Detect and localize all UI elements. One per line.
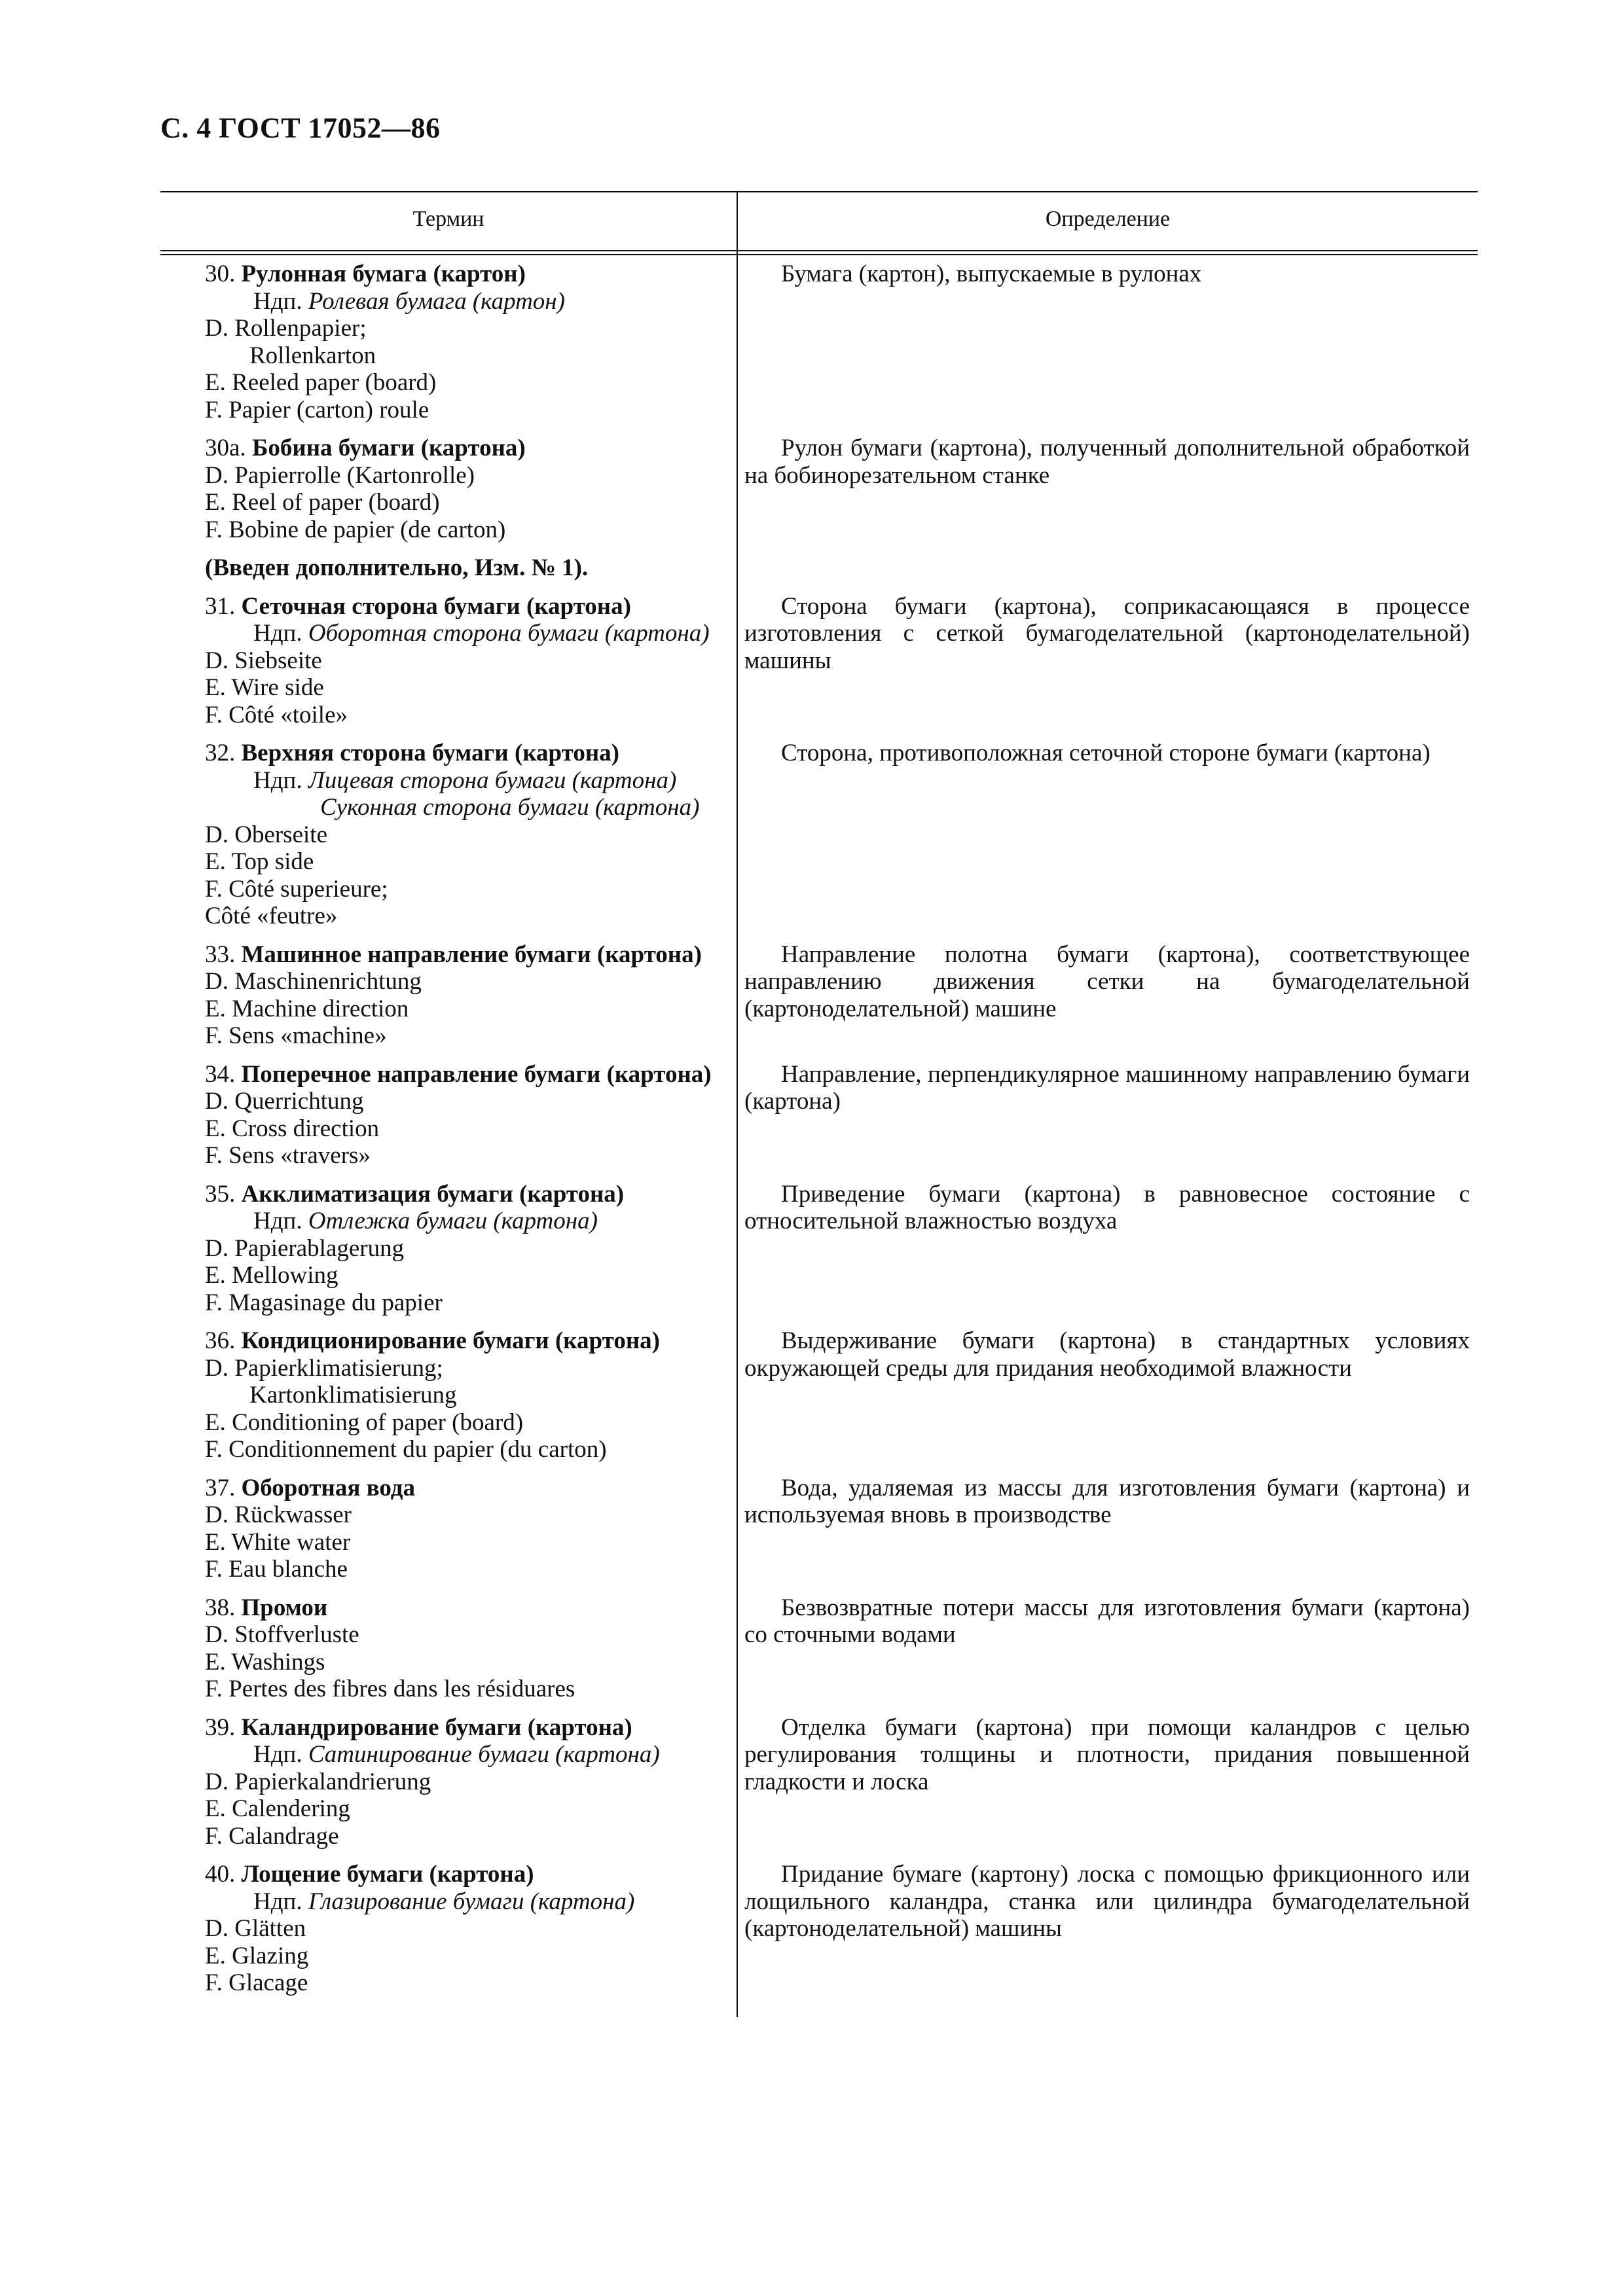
foreign-equivalent: D. Papierablagerung: [205, 1234, 405, 1262]
definition-cell: [730, 1061, 1470, 1170]
foreign-equivalent: F. Sens «travers»: [205, 1142, 371, 1169]
definition-text: Приведение бумаги (картона) в равновесное состояние с относительной влажностью воздуха: [744, 1180, 1470, 1234]
definition-cell: [730, 1861, 1470, 1997]
term-line: [205, 260, 730, 288]
foreign-equivalent: F. Bobine de papier (de carton): [205, 516, 506, 543]
term-cell: [160, 1327, 730, 1463]
term-name: Верхняя сторона бумаги (картона): [241, 740, 619, 766]
table-row: [160, 554, 1478, 582]
term-name: Сеточная сторона бумаги (картона): [241, 592, 631, 620]
deprecated-term-line: [205, 1208, 730, 1235]
term-name: Акклиматизация бумаги (картона): [241, 1180, 625, 1208]
deprecated-term: Сатинирование бумаги (картона): [308, 1741, 660, 1768]
deprecated-term: Глазирование бумаги (картона): [308, 1888, 635, 1915]
term-cell: [160, 1181, 730, 1317]
foreign-equivalent: F. Magasinage du papier: [205, 1289, 443, 1316]
table-body: [160, 260, 1478, 2008]
term-name: Кондиционирование бумаги (картона): [241, 1327, 660, 1354]
deprecated-term-line: [205, 767, 730, 795]
term-name: Промои: [241, 1594, 328, 1621]
deprecated-term-line: [205, 1888, 730, 1916]
term-number: 40.: [205, 1861, 242, 1888]
foreign-equivalent: D. Siebseite: [205, 647, 322, 674]
deprecated-term-line: [205, 794, 730, 821]
term-number: 34.: [205, 1060, 242, 1088]
deprecated-label: Ндп.: [253, 620, 308, 647]
definition-cell: [730, 1594, 1470, 1703]
term-cell: [160, 1594, 730, 1703]
term-cell: [160, 740, 730, 930]
table-row: [160, 1714, 1478, 1850]
term-number: 38.: [205, 1594, 242, 1621]
definition-text: Придание бумаге (картону) лоска с помощью фрикционного или лощильного каландра, станка или цилиндра бумагоделательной (картоноделательной) машины: [744, 1861, 1470, 1942]
foreign-equivalent: E. Top side: [205, 848, 314, 875]
deprecated-label: Ндп.: [253, 766, 308, 794]
term-name: Бобина бумаги (картона): [251, 435, 526, 461]
definition-text: Сторона, противоположная сеточной стороне бумаги (картона): [781, 740, 1431, 766]
definition-cell: [730, 435, 1470, 543]
table-row: [160, 1181, 1478, 1317]
deprecated-term-line: [205, 620, 730, 647]
table-row: [160, 1061, 1478, 1170]
foreign-equivalent: F. Pertes des fibres dans les résiduares: [205, 1676, 575, 1702]
deprecated-term: Суконная сторона бумаги (картона): [320, 794, 700, 821]
table-row: [160, 1327, 1478, 1463]
foreign-equivalent: D. Glätten: [205, 1915, 306, 1942]
definition-text: Бумага (картон), выпускаемые в рулонах: [781, 260, 1202, 287]
deprecated-term-line: [205, 288, 730, 315]
term-name: Каландрирование бумаги (картона): [241, 1713, 632, 1741]
foreign-equivalent: D. Rollenpapier;: [205, 315, 367, 342]
term-number: 39.: [205, 1713, 242, 1741]
foreign-equivalent: F. Sens «machine»: [205, 1022, 387, 1049]
table-row: [160, 1861, 1478, 1997]
term-cell: [160, 1861, 730, 1997]
foreign-equivalent: Côté «feutre»: [205, 903, 338, 929]
foreign-equivalent: F. Côté superieure;: [205, 875, 388, 903]
foreign-equivalent: E. Glazing: [205, 1942, 309, 1969]
deprecated-term: Ролевая бумага (картон): [308, 287, 565, 315]
amendment-note: (Введен дополнительно, Изм. № 1).: [205, 554, 589, 581]
foreign-equivalent: D. Rückwasser: [205, 1501, 352, 1528]
term-number: 30а.: [205, 435, 252, 461]
definition-cell: [730, 260, 1470, 423]
term-line: [205, 1327, 730, 1355]
term-name: Оборотная вода: [241, 1474, 416, 1501]
column-header-term: Термин: [412, 207, 484, 231]
page-header: С. 4 ГОСТ 17052—86: [160, 112, 441, 144]
deprecated-term-line: [205, 1741, 730, 1768]
definition-text: Отделка бумаги (картона) при помощи каландров с целью регулирования толщины и плотности, придания повышенной гладкости и лоска: [744, 1713, 1470, 1795]
term-cell: [160, 260, 730, 423]
term-line: [205, 1475, 730, 1502]
foreign-equivalent: D. Papierklimatisierung;: [205, 1354, 443, 1382]
deprecated-label: Ндп.: [253, 1741, 308, 1768]
definition-cell: [730, 740, 1470, 930]
definition-cell: [730, 1714, 1470, 1850]
foreign-equivalent: D. Stoffverluste: [205, 1621, 359, 1648]
definition-text: Вода, удаляемая из массы для изготовления бумаги (картона) и используемая вновь в производстве: [744, 1474, 1470, 1528]
term-line: [205, 1861, 730, 1888]
table-row: [160, 1475, 1478, 1583]
term-name: Поперечное направление бумаги (картона): [241, 1060, 712, 1088]
foreign-equivalent: F. Calandrage: [205, 1822, 339, 1850]
foreign-equivalent: E. Reel of paper (board): [205, 489, 440, 516]
foreign-equivalent: Kartonklimatisierung: [249, 1382, 457, 1408]
table-row: [160, 740, 1478, 930]
definition-text: Направление, перпендикулярное машинному направлению бумаги (картона): [744, 1060, 1470, 1115]
foreign-equivalent: E. Wire side: [205, 674, 324, 701]
term-line: [205, 941, 730, 969]
foreign-equivalent: E. Washings: [205, 1648, 325, 1676]
term-line: [205, 1181, 730, 1208]
table-row: [160, 1594, 1478, 1703]
term-number: 36.: [205, 1327, 242, 1354]
column-header-definition: Определение: [1045, 207, 1171, 231]
term-name: Рулонная бумага (картон): [241, 260, 526, 287]
table-row: [160, 593, 1478, 729]
definition-text: Безвозвратные потери массы для изготовления бумаги (картона) со сточными водами: [744, 1594, 1470, 1648]
term-line: [205, 1061, 730, 1088]
foreign-equivalent: D. Papierkalandrierung: [205, 1768, 431, 1795]
term-name: Машинное направление бумаги (картона): [241, 941, 702, 968]
term-number: 30.: [205, 260, 242, 287]
term-line: [205, 740, 730, 767]
foreign-equivalent: E. Conditioning of paper (board): [205, 1408, 524, 1436]
definition-cell: [730, 1327, 1470, 1463]
deprecated-label: Ндп.: [253, 1888, 308, 1915]
definition-cell: [730, 941, 1470, 1050]
definition-text: Сторона бумаги (картона), соприкасающаяся в процессе изготовления с сеткой бумагоделательной (картоноделательной) машины: [744, 592, 1470, 674]
definition-text: Рулон бумаги (картона), полученный дополнительной обработкой на бобинорезательном станке: [744, 435, 1470, 489]
foreign-equivalent: D. Maschinenrichtung: [205, 968, 422, 995]
definition-cell: [730, 1475, 1470, 1583]
term-cell: [160, 1061, 730, 1170]
term-line: [205, 435, 730, 462]
foreign-equivalent: D. Oberseite: [205, 821, 327, 848]
foreign-equivalent: E. Cross direction: [205, 1115, 380, 1142]
foreign-equivalent: F. Eau blanche: [205, 1556, 348, 1583]
deprecated-term: Лицевая сторона бумаги (картона): [308, 766, 677, 794]
term-cell: [160, 593, 730, 729]
definition-cell: [730, 593, 1470, 729]
foreign-equivalent: E. Calendering: [205, 1795, 350, 1822]
foreign-equivalent: Rollenkarton: [249, 342, 376, 369]
term-name: Лощение бумаги (картона): [241, 1861, 534, 1888]
deprecated-label: Ндп.: [253, 1208, 308, 1234]
term-line: [205, 1594, 730, 1622]
definition-text: Выдерживание бумаги (картона) в стандартных условиях окружающей среды для придания необходимой влажности: [744, 1327, 1470, 1382]
table-row: [160, 435, 1478, 543]
table-row: [160, 941, 1478, 1050]
foreign-equivalent: F. Papier (carton) roule: [205, 396, 429, 423]
table-top-rule: [160, 191, 1478, 192]
foreign-equivalent: E. Reeled paper (board): [205, 369, 437, 396]
definition-cell: [730, 1181, 1470, 1317]
term-number: 33.: [205, 941, 242, 968]
foreign-equivalent: F. Côté «toile»: [205, 701, 348, 728]
foreign-equivalent: F. Glacage: [205, 1969, 308, 1996]
term-line: [205, 593, 730, 620]
foreign-equivalent: E. Machine direction: [205, 995, 409, 1022]
foreign-equivalent: D. Querrichtung: [205, 1088, 364, 1115]
term-number: 37.: [205, 1474, 242, 1501]
foreign-equivalent: E. White water: [205, 1528, 351, 1556]
foreign-equivalent: D. Papierrolle (Kartonrolle): [205, 461, 475, 489]
term-cell: [160, 941, 730, 1050]
term-number: 35.: [205, 1180, 242, 1208]
term-number: 31.: [205, 592, 242, 620]
term-line: [205, 1714, 730, 1742]
term-cell: [160, 1714, 730, 1850]
foreign-equivalent: F. Conditionnement du papier (du carton): [205, 1436, 607, 1463]
table-row: [160, 260, 1478, 423]
deprecated-term: Оборотная сторона бумаги (картона): [308, 620, 710, 647]
foreign-equivalent: E. Mellowing: [205, 1262, 338, 1289]
deprecated-term: Отлежка бумаги (картона): [308, 1208, 598, 1234]
term-cell: [160, 435, 730, 543]
deprecated-label: Ндп.: [253, 287, 308, 315]
term-number: 32.: [205, 740, 242, 766]
term-cell: [160, 1475, 730, 1583]
header-double-rule: [160, 250, 1478, 251]
definition-text: Направление полотна бумаги (картона), соответствующее направлению движения сетки на бумагоделательной (картоноделательной) машине: [744, 941, 1470, 1022]
